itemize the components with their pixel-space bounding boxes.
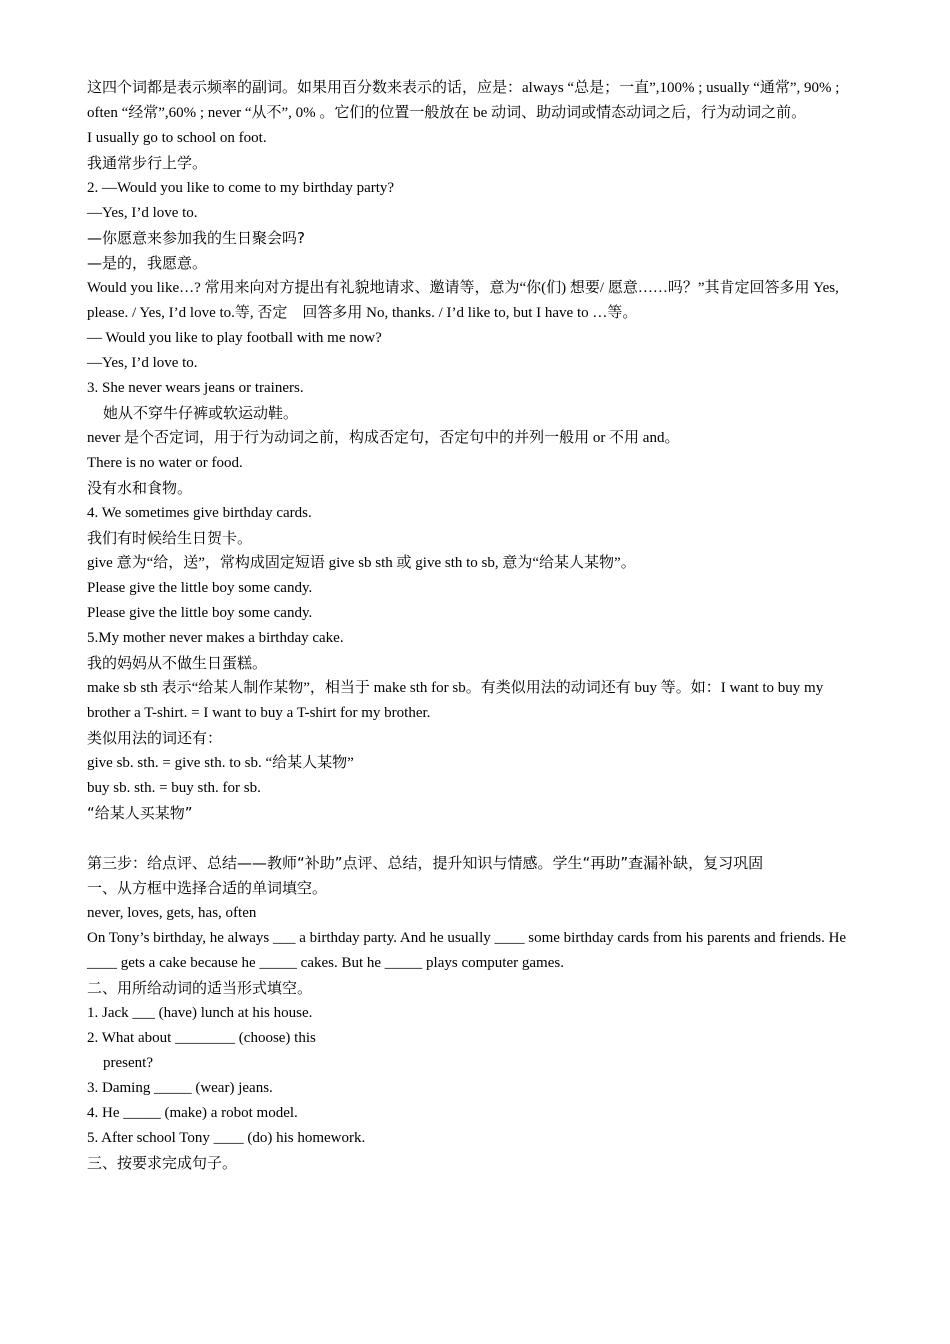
point-5-sentence: 5.My mother never makes a birthday cake. [87, 630, 344, 646]
exercise-1-heading: 一、从方框中选择合适的单词填空。 [87, 879, 328, 897]
exercise-2-item-3: 3. Daming _____ (wear) jeans. [87, 1080, 273, 1096]
point-3-translation: 她从不穿牛仔裤或软运动鞋。 [103, 404, 299, 422]
example-translation: 我通常步行上学。 [87, 154, 208, 172]
example-sentence: There is no water or food. [87, 455, 243, 471]
point-4-translation: 我们有时候给生日贺卡。 [87, 529, 253, 547]
point-5-translation: 我的妈妈从不做生日蛋糕。 [87, 654, 268, 672]
point-4-sentence: 4. We sometimes give birthday cards. [87, 505, 312, 521]
exercise-2-item-2: 2. What about ________ (choose) this [87, 1030, 316, 1046]
document-page [87, 76, 863, 1176]
exercise-1-passage: On Tony’s birthday, he always ___ a birthday party. And he usually ____ some birthday cards from his parents and friends. He ____ gets a cake because he _____ cakes. But he _____ plays computer games. [87, 930, 847, 971]
dialogue-answer-translation: —是的，我愿意。 [87, 254, 208, 272]
give-explanation: give 意为“给，送”，常构成固定短语 give sb sth 或 give sth to sb, 意为“给某人某物”。 [87, 555, 636, 571]
word-box: never, loves, gets, has, often [87, 905, 257, 921]
example-question: — Would you like to play football with me now? [87, 330, 382, 346]
buy-pattern: buy sb. sth. = buy sth. for sb. [87, 780, 261, 796]
frequency-adverb-explanation: 这四个词都是表示频率的副词。如果用百分数来表示的话，应是：always “总是；一直”,100% ; usually “通常”, 90% ; often “经常”,60% ; never “从不”, 0% 。它们的位置一般放在 be 动词、助动词或情态动词之后，行为动词之前。 [87, 80, 840, 121]
example-sentence: Please give the little boy some candy. [87, 580, 313, 596]
exercise-3-heading: 三、按要求完成句子。 [87, 1154, 238, 1172]
give-pattern: give sb. sth. = give sth. to sb. “给某人某物” [87, 755, 354, 771]
dialogue-question: 2. —Would you like to come to my birthday party? [87, 180, 395, 196]
blank-line [87, 826, 863, 851]
exercise-2-item-1: 1. Jack ___ (have) lunch at his house. [87, 1005, 313, 1021]
exercise-2-item-4: 4. He _____ (make) a robot model. [87, 1105, 298, 1121]
exercise-2-heading: 二、用所给动词的适当形式填空。 [87, 979, 313, 997]
step-3-heading: 第三步：给点评、总结——教师“补助”点评、总结，提升知识与情感。学生“再助”查漏补缺，复习巩固 [87, 854, 764, 872]
never-explanation: never 是个否定词，用于行为动词之前，构成否定句，否定句中的并列一般用 or 不用 and。 [87, 430, 680, 446]
example-answer: —Yes, I’d love to. [87, 355, 198, 371]
exercise-2-item-5: 5. After school Tony ____ (do) his homework. [87, 1130, 366, 1146]
dialogue-question-translation: —你愿意来参加我的生日聚会吗? [87, 229, 305, 247]
dialogue-answer: —Yes, I’d love to. [87, 205, 198, 221]
make-explanation: make sb sth 表示“给某人制作某物”，相当于 make sth for sb。有类似用法的动词还有 buy 等。如：I want to buy my brother a T-shirt. = I want to buy a T-shirt for my brother. [87, 680, 824, 721]
would-you-like-explanation: Would you like…? 常用来向对方提出有礼貌地请求、邀请等，意为“你(们) 想要/ 愿意……吗？”其肯定回答多用 Yes, please. / Yes, I’d love to.等, 否定 回答多用 No, thanks. / I’d like to, but I have to …等。 [87, 280, 839, 321]
similar-usage-heading: 类似用法的词还有： [87, 729, 223, 747]
point-3-sentence: 3. She never wears jeans or trainers. [87, 380, 304, 396]
example-translation: 没有水和食物。 [87, 479, 193, 497]
buy-pattern-meaning: “给某人买某物” [87, 804, 193, 822]
example-sentence: Please give the little boy some candy. [87, 605, 313, 621]
example-sentence: I usually go to school on foot. [87, 130, 267, 146]
exercise-2-item-2-continued: present? [103, 1055, 153, 1071]
